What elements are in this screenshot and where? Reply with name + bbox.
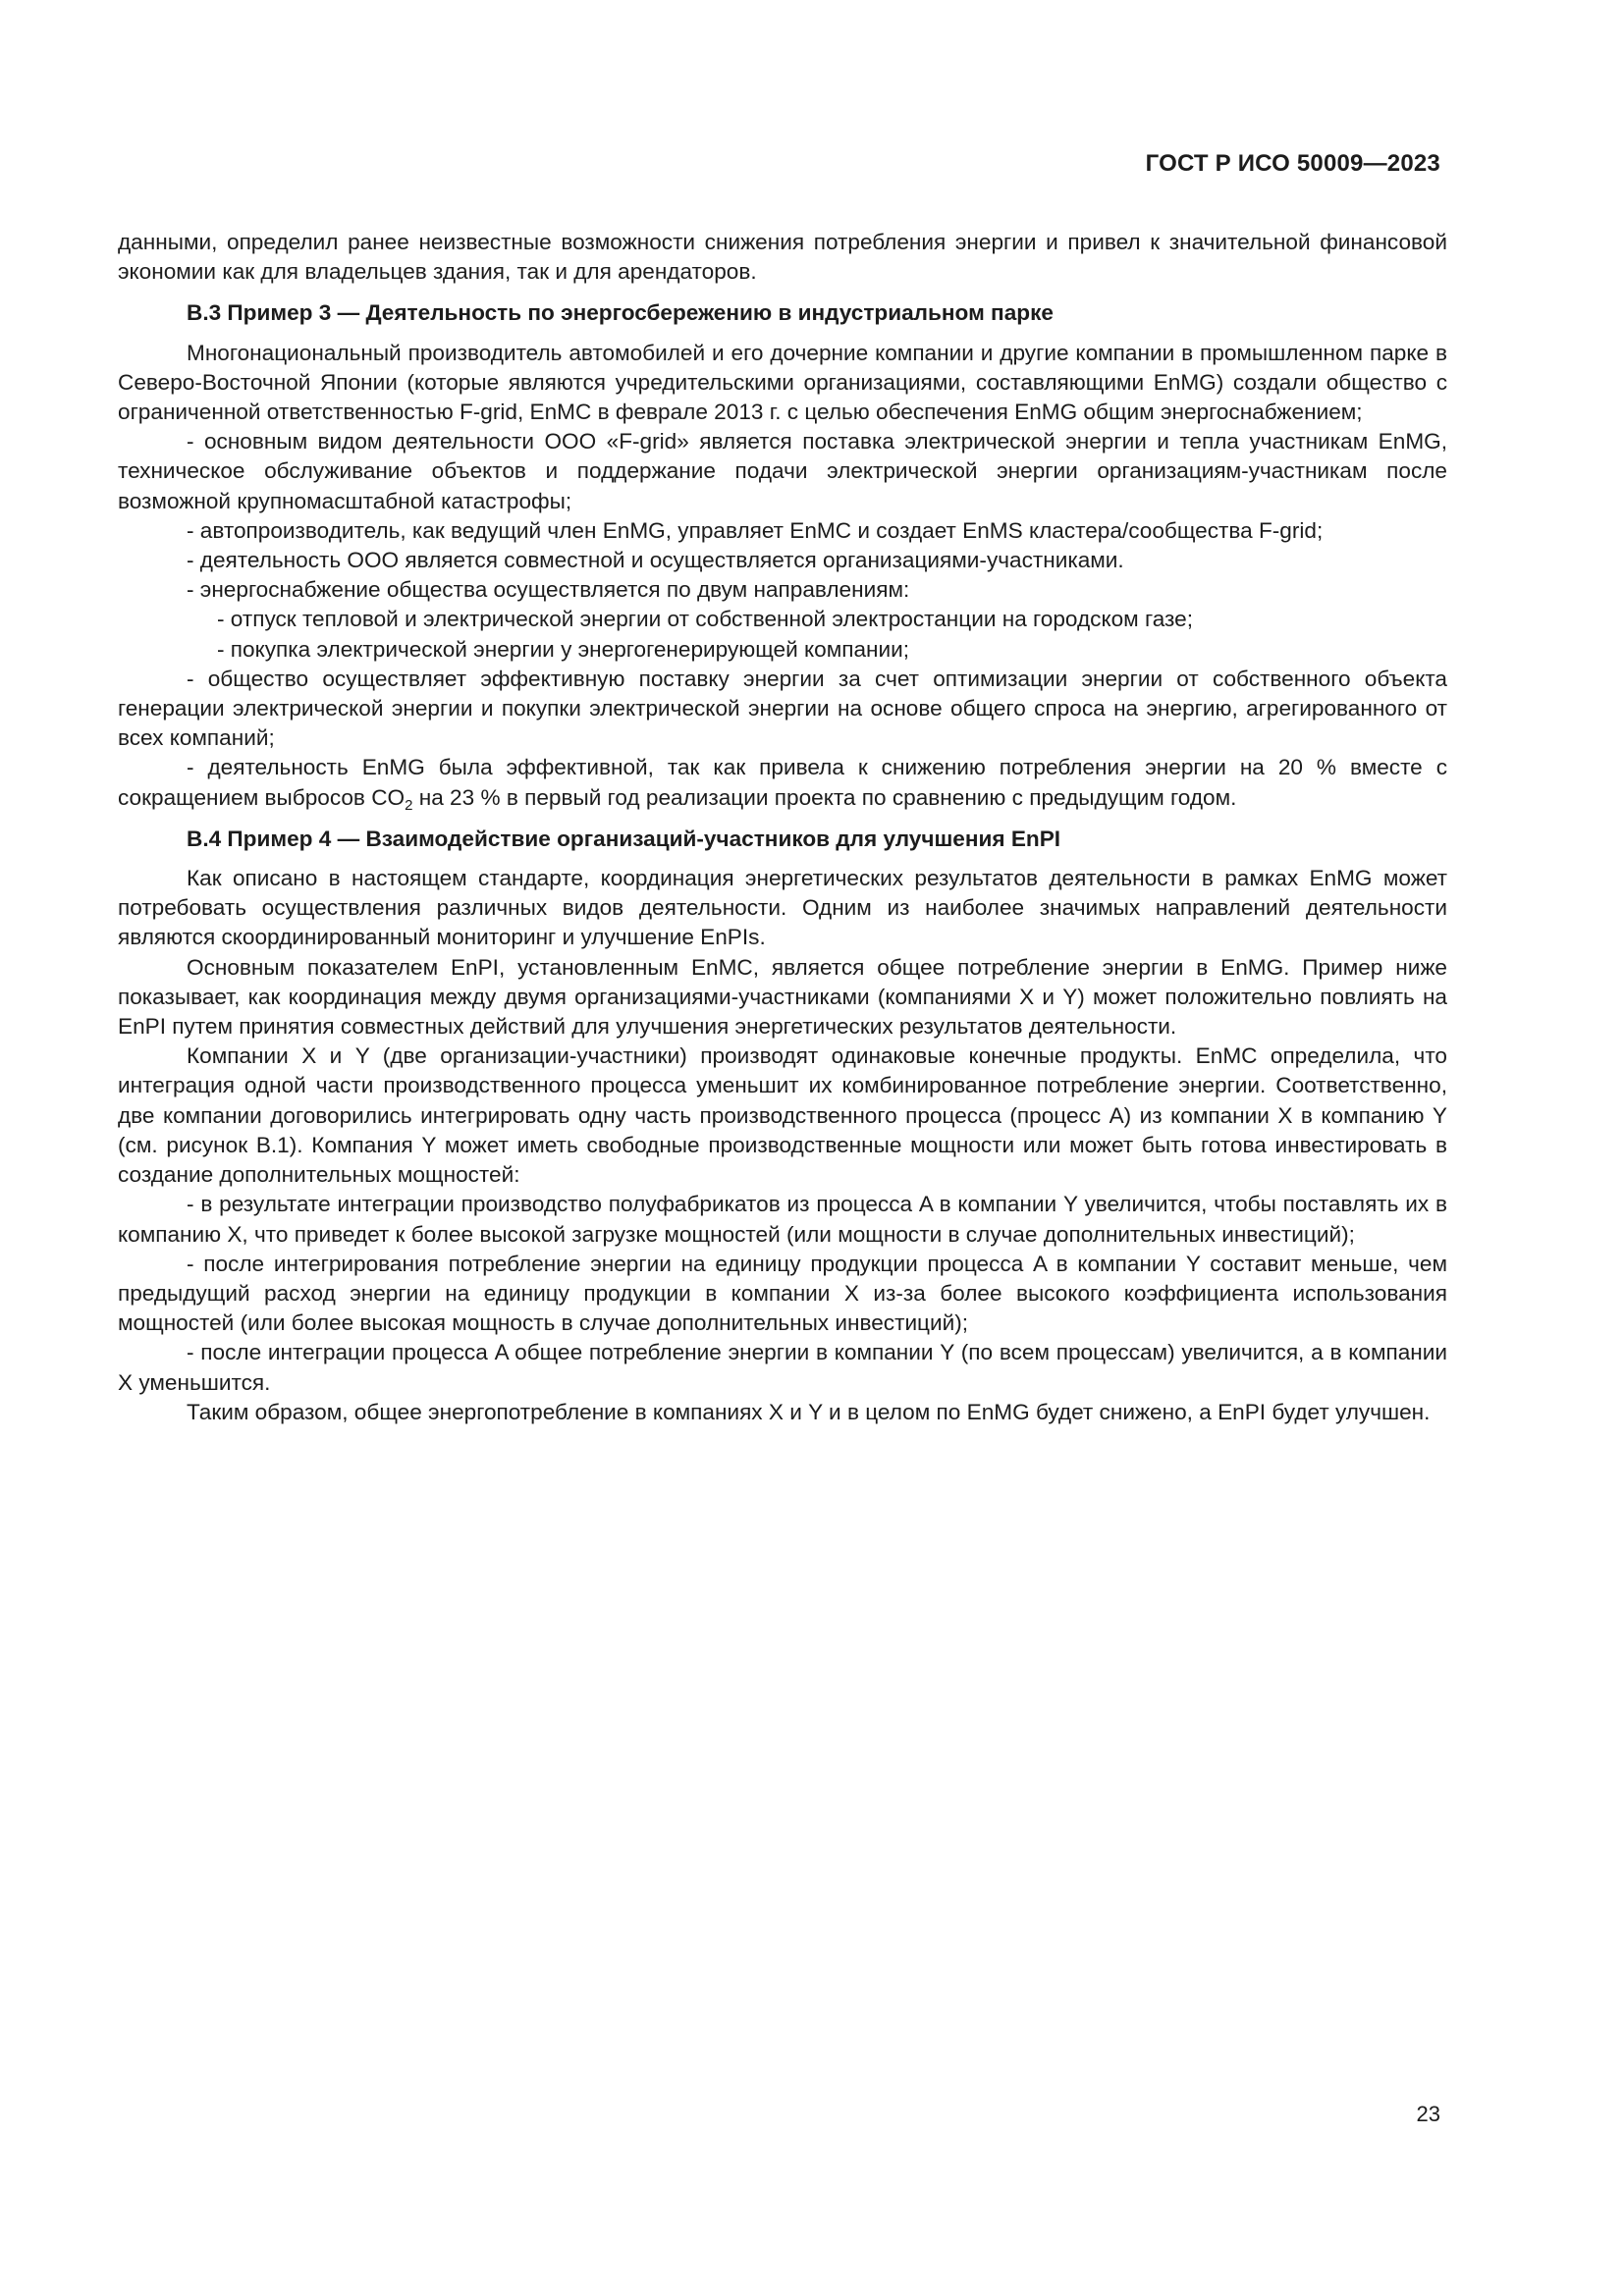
list-item-text: - деятельность EnMG была эффективной, так как привела к снижению потребления энергии на 20 % вместе с сокращением выбросов CO — [118, 755, 1447, 810]
paragraph: Как описано в настоящем стандарте, координация энергетических результатов деятельности в рамках EnMG может потребовать осуществления различных видов деятельности. Одним из наиболее значимых направлений деятельности являются скоординированный мониторинг и улучшение EnPIs. — [118, 866, 1447, 950]
list-item: - энергоснабжение общества осуществляется по двум направлениям: — [187, 577, 910, 603]
list-item: - в результате интеграции производство полуфабрикатов из процесса A в компании Y увеличится, чтобы поставлять их в компанию X, что приведет к более высокой загрузке мощностей (или мощности в случае дополнительных инвестиций); — [118, 1192, 1447, 1247]
list-item: - деятельность ООО является совместной и осуществляется организациями-участниками. — [187, 548, 1124, 573]
document-header: ГОСТ Р ИСО 50009—2023 — [1145, 150, 1440, 177]
list-item-text: на 23 % в первый год реализации проекта по сравнению с предыдущим годом. — [412, 784, 1237, 810]
subscript: 2 — [405, 796, 413, 814]
document-body — [118, 228, 1447, 1427]
paragraph-continued: данными, определил ранее неизвестные возможности снижения потребления энергии и привел к значительной финансовой экономии как для владельцев здания, так и для арендаторов. — [118, 230, 1447, 285]
list-item — [118, 753, 1447, 812]
paragraph: Многонациональный производитель автомобилей и его дочерние компании и другие компании в промышленном парке в Северо-Восточной Японии (которые являются учредительскими организациями, составляющими EnMG) создали общество с ограниченной ответственностью F-grid, EnMC в феврале 2013 г. с целью обеспечения EnMG общим энергоснабжением; — [118, 340, 1447, 425]
paragraph: Основным показателем EnPI, установленным EnMC, является общее потребление энергии в EnMG. Пример ниже показывает, как координация между двумя организациями-участниками (компаниями X и Y) может положительно повлиять на EnPI путем принятия совместных действий для улучшения энергетических результатов деятельности. — [118, 954, 1447, 1040]
sub-list-item: - отпуск тепловой и электрической энергии от собственной электростанции на городском газе; — [217, 607, 1193, 632]
paragraph: Компании X и Y (две организации-участники) производят одинаковые конечные продукты. EnMC определила, что интеграция одной части производственного процесса уменьшит их комбинированное потребление энергии. Соответственно, две компании договорились интегрировать одну часть производственного процесса (процесс A) из компании X в компанию Y (см. рисунок В.1). Компания Y может иметь свободные производственные мощности или может быть готова инвестировать в создание дополнительных мощностей: — [118, 1043, 1447, 1188]
sub-list-item: - покупка электрической энергии у энергогенерирующей компании; — [217, 636, 910, 662]
section-heading-b3: В.3 Пример 3 — Деятельность по энергосбережению в индустриальном парке — [187, 300, 1054, 326]
page-number: 23 — [1416, 2102, 1440, 2126]
paragraph: Таким образом, общее энергопотребление в компаниях X и Y и в целом по EnMG будет снижено, а EnPI будет улучшен. — [187, 1399, 1431, 1424]
list-item: - автопроизводитель, как ведущий член EnMG, управляет EnMC и создает EnMS кластера/сообщества F-grid; — [187, 517, 1324, 543]
section-heading-b4: В.4 Пример 4 — Взаимодействие организаций-участников для улучшения EnPI — [187, 826, 1061, 851]
list-item: - после интеграции процесса A общее потребление энергии в компании Y (по всем процессам) увеличится, а в компании X уменьшится. — [118, 1340, 1447, 1395]
list-item: - общество осуществляет эффективную поставку энергии за счет оптимизации энергии от собственного объекта генерации электрической энергии и покупки электрической энергии на основе общего спроса на энергию, агрегированного от всех компаний; — [118, 666, 1447, 751]
list-item: - основным видом деятельности ООО «F-grid» является поставка электрической энергии и тепла участникам EnMG, техническое обслуживание объектов и поддержание подачи электрической энергии организациям-участникам после возможной крупномасштабной катастрофы; — [118, 429, 1447, 513]
list-item: - после интегрирования потребление энергии на единицу продукции процесса A в компании Y составит меньше, чем предыдущий расход энергии на единицу продукции в компании X из-за более высокого коэффициента использования мощностей (или более высокая мощность в случае дополнительных инвестиций); — [118, 1251, 1447, 1336]
